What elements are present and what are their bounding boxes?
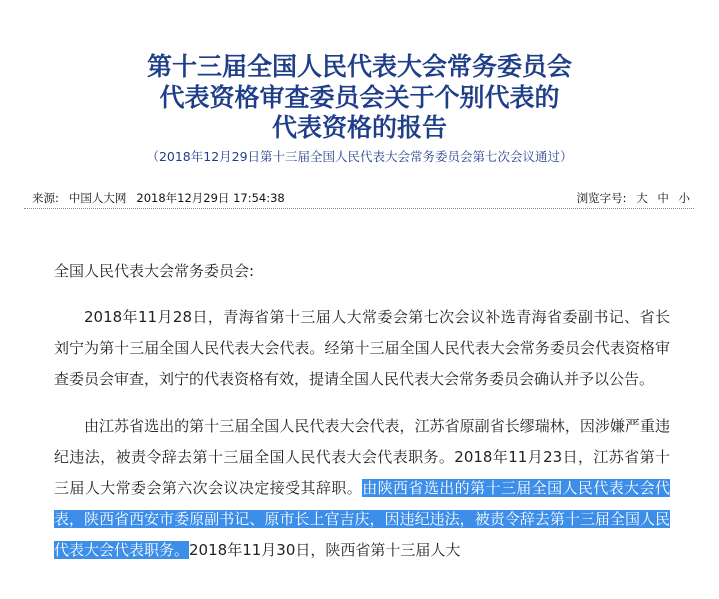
title-line-3: 代表资格的报告	[271, 113, 447, 142]
font-size-large-link[interactable]: 大	[636, 191, 648, 205]
title-line-1: 第十三届全国人民代表大会常务委员会	[146, 52, 572, 81]
paragraph-2-continued: 2018年11月30日，陕西省第十三届人大	[189, 541, 461, 559]
article-body[interactable]	[54, 256, 670, 566]
source-info	[32, 190, 295, 206]
selected-text: 由陕西省选出的第十三届全国人民代表大会代表，陕西省西安市委原副书记、原市长上官吉庆，因违纪违法，被责令辞去第十三届全国人民代表大会代表职务。	[54, 479, 670, 559]
paragraph-1: 2018年11月28日，青海省第十三届人大常委会第七次会议补选青海省委副书记、省长刘宁为第十三届全国人民代表大会代表。经第十三届全国人民代表大会常务委员会代表资格审查委员会审查，刘宁的代表资格有效，提请全国人民代表大会常务委员会确认并予以公告。	[54, 308, 670, 388]
font-size-control	[571, 190, 690, 206]
title-line-2: 代表资格审查委员会关于个别代表的	[159, 83, 560, 112]
paragraph-2	[54, 411, 670, 566]
paragraph-2-text: 由江苏省选出的第十三届全国人民代表大会代表，江苏省原副省长缪瑞林，因涉嫌严重违纪违法，被责令辞去第十三届全国人民代表大会代表职务。2018年11月23日，江苏省第十三届人大常委会第六次会议决定接受其辞职。	[54, 417, 670, 497]
meta-divider	[24, 208, 694, 209]
font-size-label: 浏览字号:	[576, 191, 627, 205]
font-size-small-link[interactable]: 小	[678, 191, 690, 205]
source-value: 中国人大网	[68, 191, 127, 205]
font-size-medium-link[interactable]: 中	[657, 191, 669, 205]
subtitle: （2018年12月29日第十三届全国人民代表大会常务委员会第七次会议通过）	[146, 149, 573, 164]
salutation: 全国人民代表大会常务委员会:	[54, 262, 255, 280]
source-label: 来源:	[32, 191, 59, 205]
publish-datetime: 2018年12月29日 17:54:38	[136, 191, 285, 205]
